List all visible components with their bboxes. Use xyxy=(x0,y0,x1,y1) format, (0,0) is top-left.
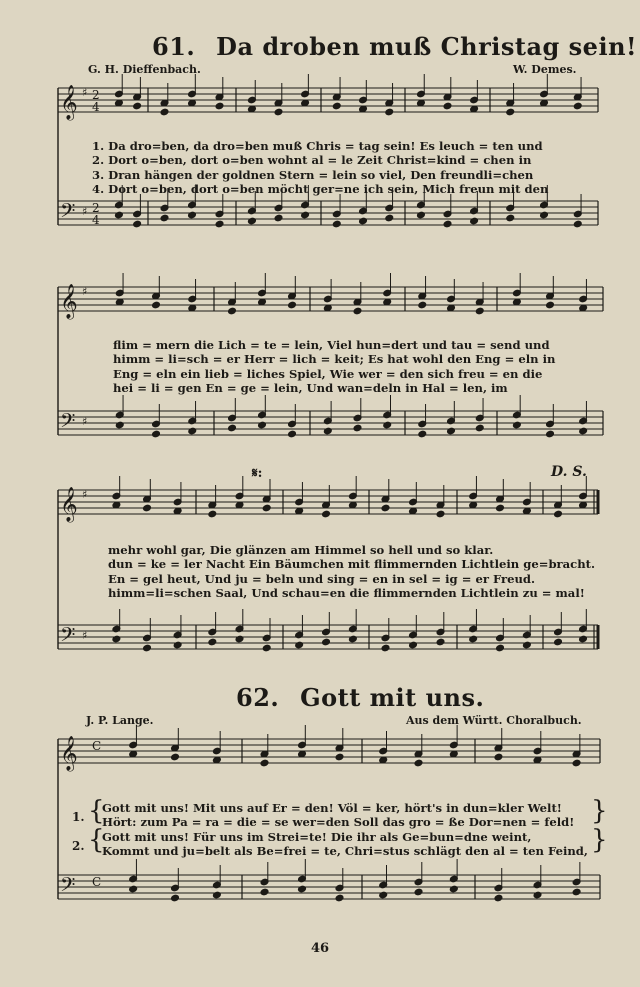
verse-2-number: 2. xyxy=(72,839,85,853)
note-head xyxy=(152,430,161,437)
note-head xyxy=(274,214,283,221)
note-head xyxy=(171,894,180,901)
note-head xyxy=(506,214,515,221)
note-head xyxy=(494,753,503,760)
lyric-line: Eng = eln ein lieb = liches Spiel, Wie wer = den sich freu = en die xyxy=(113,366,543,381)
time-signature: 4 xyxy=(92,100,100,114)
hymn-62-author: J. P. Lange. xyxy=(86,714,154,727)
note-head xyxy=(409,641,418,648)
lyric-line: Kommt und ju=belt als Be=frei = te, Chri=stus schlägt den al = ten Feind, xyxy=(102,844,588,859)
time-signature: 4 xyxy=(92,213,100,227)
note-head xyxy=(262,504,271,511)
note-head xyxy=(260,759,269,766)
note-head xyxy=(513,421,522,428)
bass-clef: 𝄢 xyxy=(60,409,76,437)
time-signature: C xyxy=(92,875,102,889)
hymn-61-author: G. H. Dieffenbach. xyxy=(88,63,201,76)
note-head xyxy=(322,510,331,517)
note-head xyxy=(332,220,341,227)
note-head xyxy=(418,430,427,437)
hymn-61-number: 61. xyxy=(152,32,196,61)
note-head xyxy=(228,424,237,431)
note-head xyxy=(385,214,394,221)
note-head xyxy=(324,427,333,434)
note-head xyxy=(436,510,445,517)
bass-clef: 𝄢 xyxy=(60,623,76,651)
note-head xyxy=(418,301,427,308)
note-head xyxy=(523,641,532,648)
note-head xyxy=(579,635,588,642)
lyric-line: himm=li=schen Saal, Und schau=en die flimmernden Lichtlein zu = mal! xyxy=(108,585,585,600)
note-head xyxy=(173,641,182,648)
note-head xyxy=(160,108,169,115)
note-head xyxy=(208,510,217,517)
verse-2-brace: { xyxy=(88,825,105,855)
note-head xyxy=(228,307,237,314)
note-head xyxy=(262,644,271,651)
page-number: 46 xyxy=(311,941,330,956)
note-head xyxy=(443,102,452,109)
verse-2-close-brace: } xyxy=(591,825,608,855)
time-signature: 2 xyxy=(92,88,100,102)
bass-clef: 𝄢 xyxy=(60,873,76,901)
note-head xyxy=(208,638,217,645)
key-signature-sharp: ♯ xyxy=(82,205,88,218)
note-head xyxy=(152,301,161,308)
key-signature-sharp: ♯ xyxy=(82,285,88,298)
dal-segno-mark: D. S. xyxy=(551,464,587,480)
lyric-line: Gott mit uns! Mit uns auf Er = den! Völ = ker, hört's in dun=kler Welt! xyxy=(102,801,562,815)
lyric-line: En = gel heut, Und ju = beln und sing = en in sel = ig = er Freud. xyxy=(108,571,536,586)
note-head xyxy=(496,504,505,511)
verse-1-close-brace: } xyxy=(591,796,608,826)
treble-clef: 𝄞 xyxy=(60,487,78,522)
lyric-line: mehr wohl gar, Die glänzen am Himmel so hell und so klar. xyxy=(108,543,494,557)
treble-clef: 𝄞 xyxy=(60,736,78,771)
segno-sign: 𝄋: xyxy=(252,466,263,481)
note-head xyxy=(213,891,222,898)
hymn-61-title: Da droben muß Christag sein! xyxy=(216,32,638,61)
note-head xyxy=(414,888,423,895)
key-signature-sharp: ♯ xyxy=(82,488,88,501)
note-head xyxy=(215,220,224,227)
note-head xyxy=(546,301,555,308)
note-head xyxy=(381,644,390,651)
note-head xyxy=(381,504,390,511)
verse-1-number: 1. xyxy=(72,810,85,824)
lyric-line: 3. Dran hängen der goldnen Stern = lein so viel, Den freundli=chen xyxy=(92,167,534,182)
note-head xyxy=(546,430,555,437)
note-head xyxy=(414,759,423,766)
note-head xyxy=(215,102,224,109)
note-head xyxy=(188,427,197,434)
note-head xyxy=(572,888,581,895)
note-head xyxy=(385,108,394,115)
note-head xyxy=(188,211,197,218)
note-head xyxy=(112,635,121,642)
note-head xyxy=(506,108,515,115)
note-head xyxy=(298,885,307,892)
treble-clef: 𝄞 xyxy=(60,284,78,319)
note-head xyxy=(335,894,344,901)
lyric-line: hei = li = gen En = ge = lein, Und wan=deln in Hal = len, im xyxy=(113,380,508,395)
treble-clef: 𝄞 xyxy=(60,85,78,120)
note-head xyxy=(579,427,588,434)
note-head xyxy=(353,424,362,431)
hymn-62-title: Gott mit uns. xyxy=(300,683,485,712)
lyric-line: 4. Dort o=ben, dort o=ben möcht ger=ne ich sein, Mich freun mit den xyxy=(92,181,549,196)
lyric-line: dun = ke = ler Nacht Ein Bäumchen mit flimmernden Lichtlein ge=bracht. xyxy=(108,557,596,572)
note-head xyxy=(379,891,388,898)
time-signature: C xyxy=(92,739,102,753)
bass-clef: 𝄢 xyxy=(60,199,76,227)
hymn-62-composer: Aus dem Württ. Choralbuch. xyxy=(406,714,582,727)
lyric-line: Hört: zum Pa = ra = die = se wer=den Soll das gro = ße Dor=nen = feld! xyxy=(102,815,575,830)
note-head xyxy=(248,217,257,224)
note-head xyxy=(143,644,152,651)
lyric-line: flim = mern die Lich = te = lein, Viel hun=dert und tau = send und xyxy=(113,338,550,352)
note-head xyxy=(115,211,124,218)
note-head xyxy=(133,102,142,109)
note-head xyxy=(359,217,368,224)
note-head xyxy=(235,635,244,642)
note-head xyxy=(301,211,310,218)
note-head xyxy=(115,421,124,428)
note-head xyxy=(533,891,542,898)
note-head xyxy=(143,504,152,511)
note-head xyxy=(160,214,169,221)
time-signature: 2 xyxy=(92,201,100,215)
note-head xyxy=(450,885,459,892)
note-head xyxy=(436,638,445,645)
key-signature-sharp: ♯ xyxy=(82,629,88,642)
note-head xyxy=(260,888,269,895)
key-signature-sharp: ♯ xyxy=(82,415,88,428)
lyric-line: 1. Da dro=ben, da dro=ben muß Chris = tag sein! Es leuch = ten und xyxy=(92,139,543,153)
note-head xyxy=(554,638,563,645)
note-head xyxy=(171,753,180,760)
note-head xyxy=(469,635,478,642)
note-head xyxy=(494,894,503,901)
hymn-62-number: 62. xyxy=(236,683,280,712)
note-head xyxy=(540,211,549,218)
note-head xyxy=(447,427,456,434)
note-head xyxy=(554,510,563,517)
note-head xyxy=(573,220,582,227)
hymn-61-composer: W. Demes. xyxy=(513,63,577,76)
note-head xyxy=(353,307,362,314)
note-head xyxy=(470,217,479,224)
note-head xyxy=(288,301,297,308)
note-head xyxy=(573,102,582,109)
note-head xyxy=(417,211,426,218)
note-head xyxy=(475,307,484,314)
note-head xyxy=(288,430,297,437)
note-head xyxy=(349,635,358,642)
note-head xyxy=(496,644,505,651)
lyric-line: Gott mit uns! Für uns im Strei=te! Die ihr als Ge=bun=dne weint, xyxy=(102,830,532,844)
note-head xyxy=(295,641,304,648)
note-head xyxy=(322,638,331,645)
note-head xyxy=(129,885,138,892)
verse-1-brace: { xyxy=(88,796,105,826)
note-head xyxy=(274,108,283,115)
lyric-line: 2. Dort o=ben, dort o=ben wohnt al = le Zeit Christ=kind = chen in xyxy=(92,153,532,168)
note-head xyxy=(475,424,484,431)
note-head xyxy=(443,220,452,227)
note-head xyxy=(332,102,341,109)
note-head xyxy=(335,753,344,760)
note-head xyxy=(133,220,142,227)
note-head xyxy=(258,421,267,428)
note-head xyxy=(572,759,581,766)
lyric-line: himm = li=sch = er Herr = lich = keit; Es hat wohl den Eng = eln in xyxy=(113,352,556,367)
key-signature-sharp: ♯ xyxy=(82,86,88,99)
note-head xyxy=(383,421,392,428)
